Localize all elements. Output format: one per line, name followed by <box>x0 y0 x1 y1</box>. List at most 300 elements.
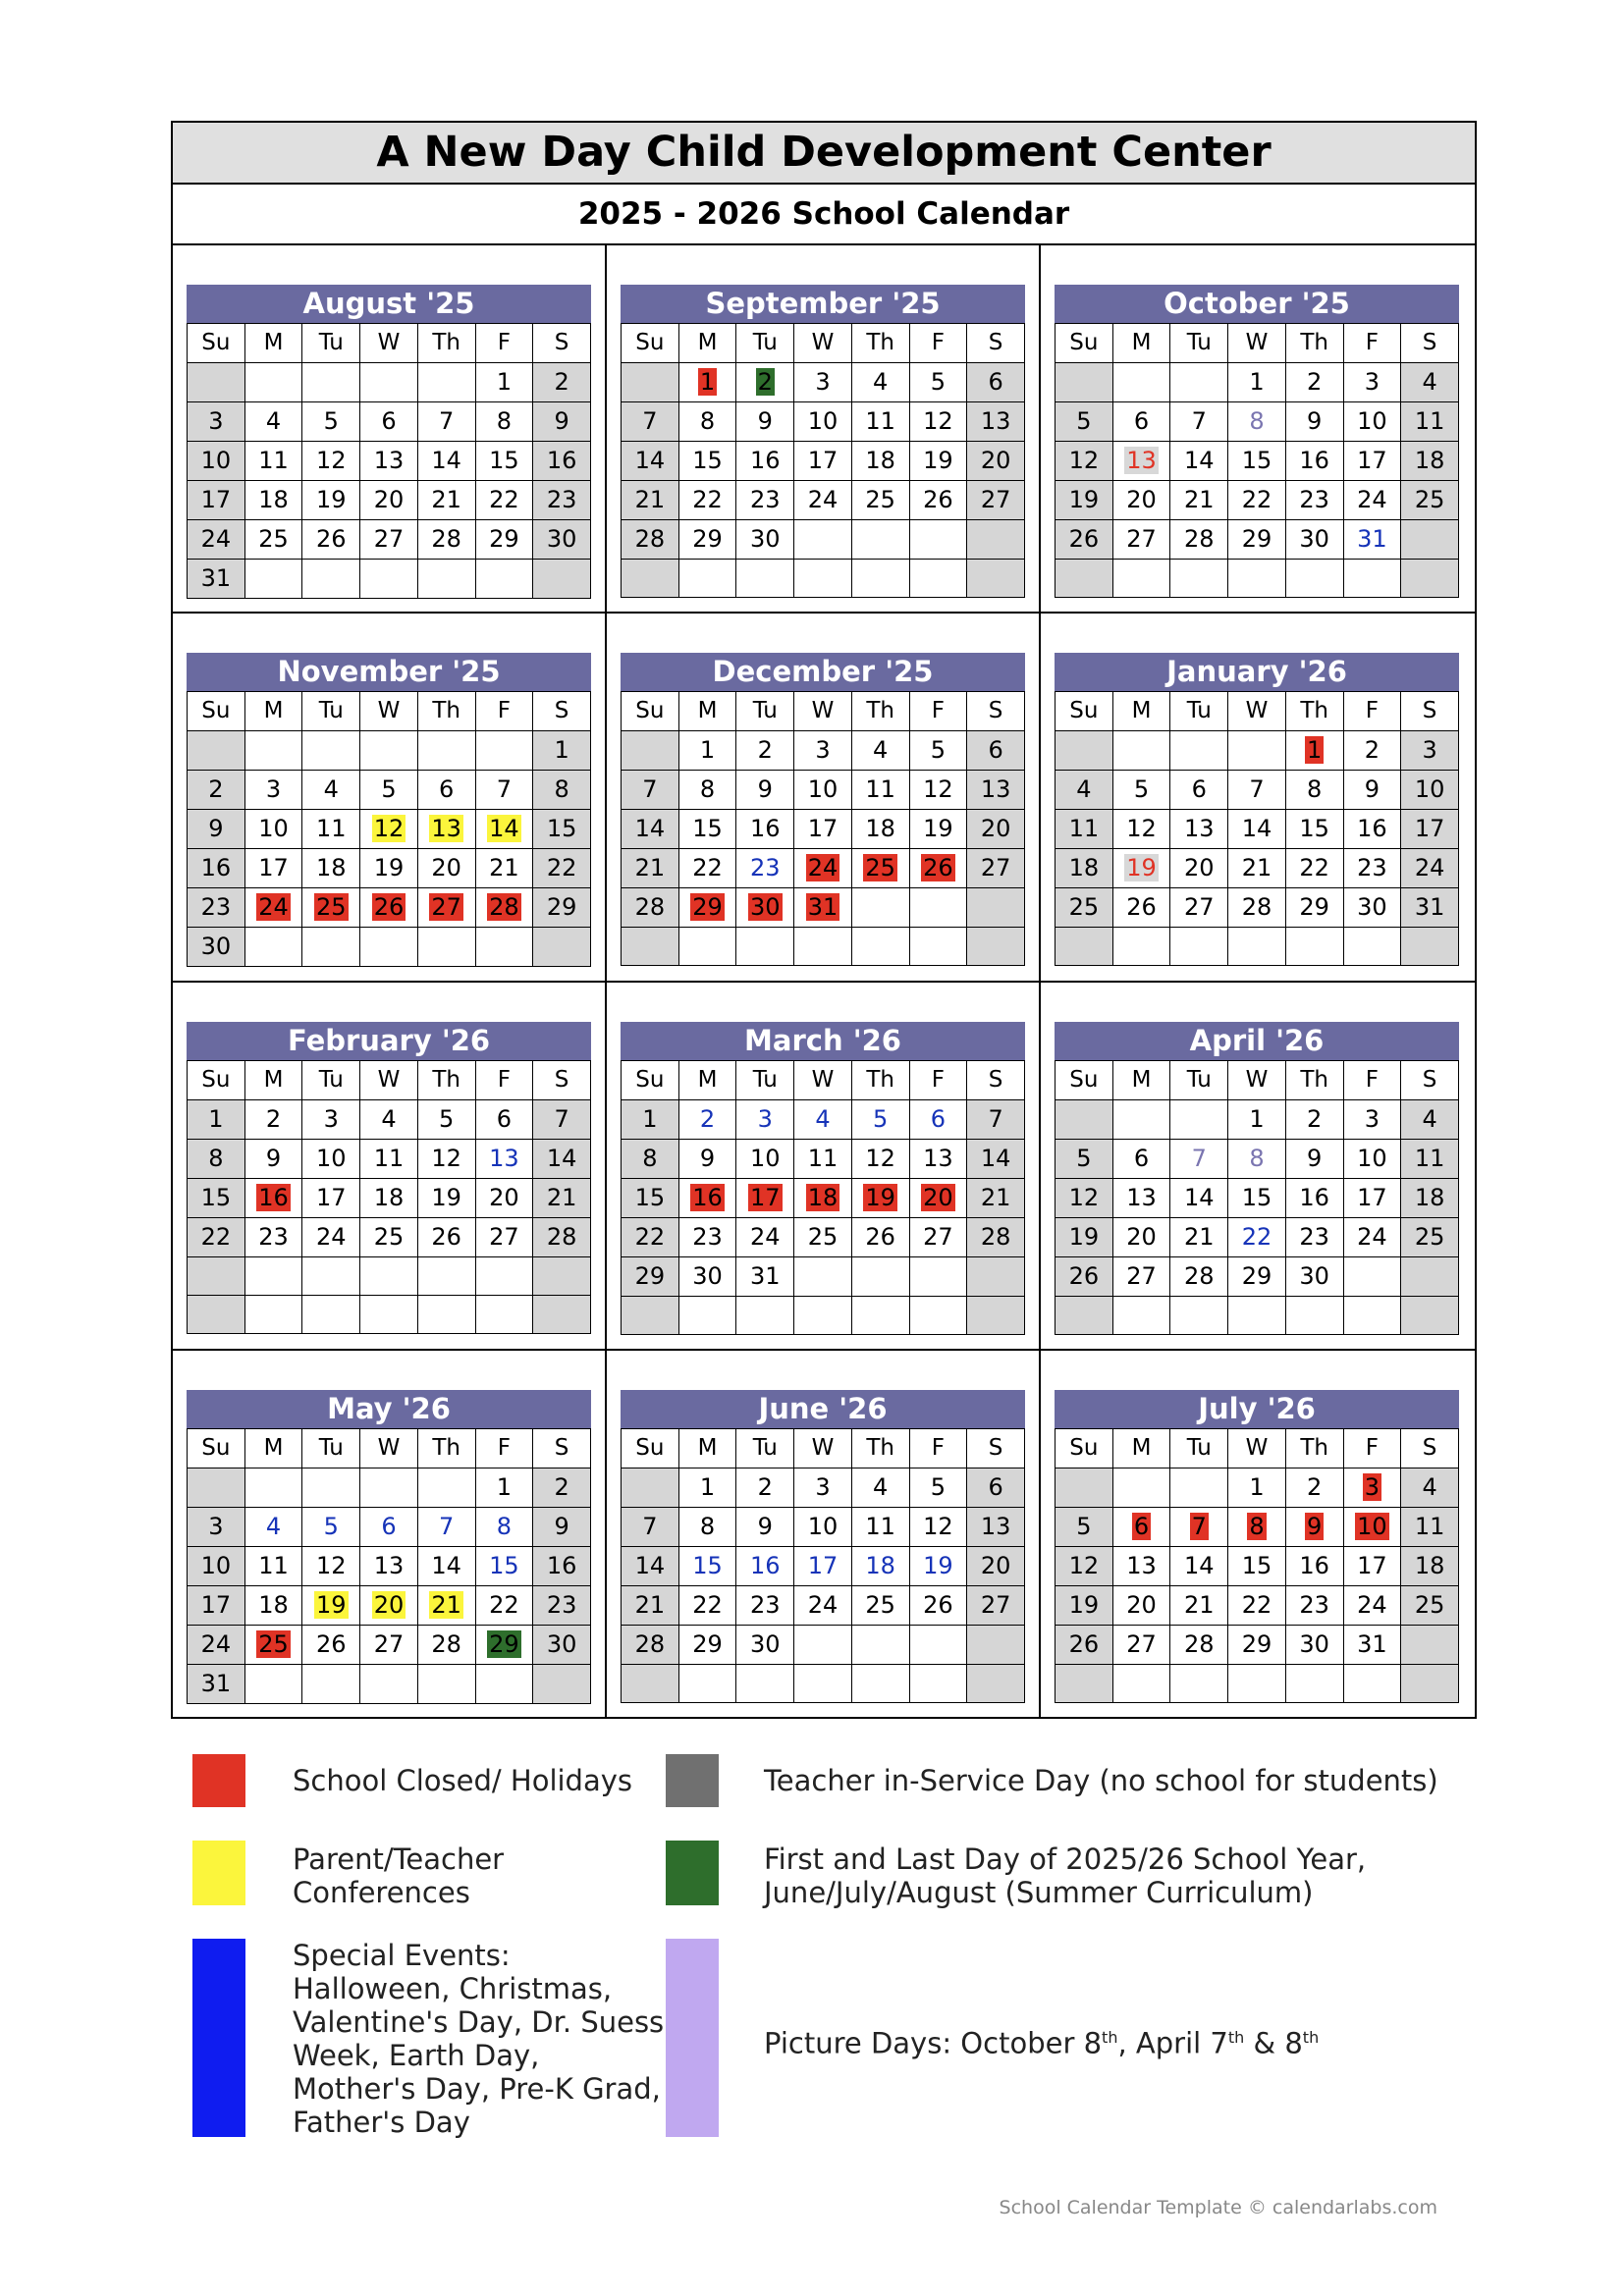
day-cell <box>1056 560 1113 598</box>
day-number: 11 <box>315 815 347 843</box>
day-number: 1 <box>1249 1104 1265 1133</box>
day-cell <box>794 888 852 928</box>
day-number: 25 <box>258 525 289 553</box>
day-cell <box>736 1664 794 1702</box>
month-cell <box>1041 614 1475 982</box>
day-number: 24 <box>315 1222 347 1251</box>
day-cell <box>1056 481 1113 520</box>
day-number: 21 <box>634 1590 666 1619</box>
weekday-header: S <box>1401 1060 1459 1099</box>
day-number: 19 <box>923 1551 953 1579</box>
day-cell <box>794 771 852 810</box>
day-cell <box>244 849 302 888</box>
day-cell <box>475 520 533 560</box>
day-cell <box>533 481 591 520</box>
day-number: 30 <box>692 1261 723 1290</box>
day-cell <box>302 520 360 560</box>
day-number: 24 <box>807 1590 839 1619</box>
day-number: 6 <box>1133 1512 1150 1540</box>
day-cell <box>302 1139 360 1178</box>
day-number: 18 <box>258 1590 289 1619</box>
day-cell <box>533 1256 591 1295</box>
day-number: 10 <box>807 775 839 804</box>
day-cell <box>678 1468 736 1507</box>
day-cell <box>533 1295 591 1333</box>
day-number: 4 <box>265 407 282 435</box>
day-number: 18 <box>315 854 347 882</box>
day-cell <box>1228 1507 1286 1546</box>
day-number: 14 <box>431 1551 461 1579</box>
weekday-header: S <box>533 324 591 363</box>
day-number: 29 <box>692 1629 723 1658</box>
day-cell <box>622 849 679 888</box>
day-cell <box>1285 481 1343 520</box>
day-cell <box>736 731 794 771</box>
day-number: 10 <box>807 1512 839 1540</box>
day-cell <box>851 520 909 560</box>
day-number: 11 <box>1414 407 1445 435</box>
day-cell <box>1401 731 1459 771</box>
day-cell <box>1170 520 1228 560</box>
day-cell <box>851 731 909 771</box>
day-number: 25 <box>1414 486 1445 513</box>
day-number: 17 <box>807 815 839 843</box>
day-cell <box>622 1256 679 1296</box>
day-number: 12 <box>1126 815 1157 843</box>
day-number: 5 <box>1076 1512 1092 1540</box>
day-number: 21 <box>431 486 461 513</box>
day-number: 23 <box>749 854 781 882</box>
day-cell <box>1228 1585 1286 1625</box>
month-table <box>187 1428 591 1704</box>
day-number: 23 <box>1299 1590 1329 1619</box>
weekday-header: Su <box>622 324 679 363</box>
day-cell <box>188 402 245 442</box>
day-cell <box>475 560 533 599</box>
day-number: 25 <box>865 854 895 882</box>
day-number: 6 <box>381 1512 397 1540</box>
day-cell <box>1285 849 1343 888</box>
day-number: 24 <box>807 486 839 513</box>
day-cell <box>360 1256 418 1295</box>
day-number: 12 <box>923 775 953 804</box>
day-number: 17 <box>258 854 289 882</box>
day-number: 7 <box>1249 775 1265 804</box>
day-cell <box>1170 1217 1228 1256</box>
day-cell <box>188 481 245 520</box>
day-number: 1 <box>208 1104 224 1133</box>
day-cell <box>1343 1585 1401 1625</box>
day-cell <box>1401 560 1459 598</box>
day-cell <box>794 928 852 966</box>
weekday-header: W <box>794 1060 852 1099</box>
day-cell <box>1285 1507 1343 1546</box>
weekday-header: Su <box>622 692 679 731</box>
day-cell <box>1170 810 1228 849</box>
day-number: 27 <box>431 893 461 922</box>
weekday-header: Su <box>188 324 245 363</box>
day-number: 6 <box>1191 775 1207 804</box>
day-cell <box>1285 402 1343 442</box>
day-cell <box>302 888 360 928</box>
day-cell <box>736 1256 794 1296</box>
day-cell <box>794 849 852 888</box>
month-calendar <box>621 653 1025 966</box>
day-cell <box>360 810 418 849</box>
day-number: 16 <box>258 1183 289 1211</box>
day-number: 7 <box>1191 1512 1207 1540</box>
day-cell <box>1343 442 1401 481</box>
day-cell <box>736 1139 794 1178</box>
weekday-header: Su <box>1056 324 1113 363</box>
day-number: 31 <box>1357 525 1387 553</box>
day-cell <box>302 481 360 520</box>
day-cell <box>851 1546 909 1585</box>
day-number: 29 <box>634 1261 666 1290</box>
day-cell <box>794 1178 852 1217</box>
day-number: 11 <box>1414 1144 1445 1172</box>
day-cell <box>188 1256 245 1295</box>
day-number: 15 <box>489 1551 519 1579</box>
day-cell <box>1112 1625 1170 1664</box>
day-cell <box>1343 1546 1401 1585</box>
day-cell <box>1170 442 1228 481</box>
day-cell <box>533 1217 591 1256</box>
weekday-header: Su <box>188 1428 245 1468</box>
day-cell <box>967 849 1025 888</box>
day-number: 23 <box>749 486 781 513</box>
day-cell <box>909 1507 967 1546</box>
day-cell <box>475 481 533 520</box>
day-number: 2 <box>554 368 569 396</box>
day-number: 10 <box>1357 1144 1387 1172</box>
day-cell <box>244 1546 302 1585</box>
day-cell <box>302 1507 360 1546</box>
day-cell <box>909 1256 967 1296</box>
day-cell <box>851 1178 909 1217</box>
day-cell <box>244 1099 302 1139</box>
day-cell <box>360 888 418 928</box>
day-cell <box>533 1178 591 1217</box>
day-cell <box>360 1468 418 1507</box>
day-cell <box>1170 560 1228 598</box>
day-cell <box>851 849 909 888</box>
day-cell <box>1112 1139 1170 1178</box>
weekday-header: Th <box>1285 1428 1343 1468</box>
day-cell <box>967 1217 1025 1256</box>
day-cell <box>1343 1139 1401 1178</box>
day-cell <box>1343 481 1401 520</box>
day-cell <box>1112 928 1170 966</box>
day-number: 28 <box>431 1629 461 1658</box>
page-title: A New Day Child Development Center <box>173 123 1475 185</box>
day-cell <box>360 1507 418 1546</box>
day-cell <box>1056 1099 1113 1139</box>
day-number: 9 <box>757 775 773 804</box>
day-cell <box>794 363 852 402</box>
day-cell <box>1228 1296 1286 1334</box>
day-cell <box>1228 771 1286 810</box>
day-number: 6 <box>988 736 1003 765</box>
month-calendar <box>1055 1390 1459 1703</box>
day-cell <box>1343 1507 1401 1546</box>
day-cell <box>360 849 418 888</box>
day-number: 22 <box>634 1222 666 1251</box>
day-cell <box>967 1178 1025 1217</box>
day-cell <box>533 928 591 967</box>
day-number: 13 <box>489 1144 519 1172</box>
day-cell <box>475 928 533 967</box>
day-number: 3 <box>1364 368 1380 396</box>
day-cell <box>1401 810 1459 849</box>
day-number: 4 <box>265 1512 282 1540</box>
day-cell <box>475 1507 533 1546</box>
weekday-header: M <box>678 324 736 363</box>
day-number: 17 <box>1414 815 1445 843</box>
day-cell <box>967 1625 1025 1664</box>
day-cell <box>1056 1178 1113 1217</box>
day-number: 16 <box>749 815 781 843</box>
weekday-header: F <box>909 324 967 363</box>
weekday-header: Tu <box>302 692 360 731</box>
day-cell <box>302 442 360 481</box>
day-number: 26 <box>431 1222 461 1251</box>
day-cell <box>1112 1546 1170 1585</box>
day-cell <box>736 1468 794 1507</box>
day-number: 9 <box>757 407 773 435</box>
day-number: 25 <box>1414 1222 1445 1251</box>
day-number: 27 <box>980 486 1011 513</box>
day-cell <box>244 1295 302 1333</box>
day-cell <box>1285 560 1343 598</box>
day-cell <box>188 520 245 560</box>
day-cell <box>244 1468 302 1507</box>
day-cell <box>622 402 679 442</box>
day-cell <box>794 810 852 849</box>
day-cell <box>417 402 475 442</box>
day-number: 30 <box>546 1629 577 1658</box>
day-number: 5 <box>1133 775 1150 804</box>
day-number: 22 <box>1241 486 1272 513</box>
day-number: 6 <box>381 407 397 435</box>
day-number: 24 <box>749 1222 781 1251</box>
day-number: 13 <box>1183 815 1215 843</box>
day-number: 5 <box>323 1512 339 1540</box>
day-number: 14 <box>634 447 666 474</box>
day-cell <box>622 1178 679 1217</box>
day-number: 30 <box>749 525 781 553</box>
day-number: 28 <box>1241 893 1272 922</box>
weekday-header: F <box>1343 324 1401 363</box>
day-cell <box>736 888 794 928</box>
day-cell <box>967 560 1025 598</box>
day-cell <box>794 1139 852 1178</box>
day-number: 13 <box>923 1144 953 1172</box>
weekday-header: S <box>533 692 591 731</box>
day-number: 31 <box>749 1261 781 1290</box>
day-cell <box>1401 402 1459 442</box>
day-number: 15 <box>1241 1551 1272 1579</box>
day-cell <box>1343 520 1401 560</box>
day-cell <box>909 1139 967 1178</box>
day-number: 2 <box>1307 1472 1323 1501</box>
day-number: 8 <box>1307 775 1323 804</box>
day-cell <box>794 1217 852 1256</box>
day-number: 1 <box>642 1104 658 1133</box>
day-cell <box>622 1099 679 1139</box>
day-number: 8 <box>1249 1512 1265 1540</box>
day-cell <box>188 1507 245 1546</box>
day-number: 17 <box>749 1183 781 1211</box>
day-cell <box>533 1139 591 1178</box>
month-calendar <box>621 285 1025 598</box>
day-number: 8 <box>699 775 716 804</box>
day-number: 19 <box>315 486 347 513</box>
day-cell <box>736 1625 794 1664</box>
day-cell <box>533 363 591 402</box>
month-table <box>187 1060 591 1334</box>
weekday-header: Th <box>851 1060 909 1099</box>
day-cell <box>1343 1296 1401 1334</box>
day-cell <box>851 1585 909 1625</box>
weekday-header: F <box>909 692 967 731</box>
day-cell <box>909 1625 967 1664</box>
month-cell <box>173 983 607 1351</box>
day-cell <box>1056 731 1113 771</box>
legend-swatch-picture <box>666 1939 719 2137</box>
day-number: 23 <box>1299 486 1329 513</box>
day-number: 17 <box>807 1551 839 1579</box>
day-cell <box>1228 888 1286 928</box>
day-cell <box>360 1178 418 1217</box>
month-header: October '25 <box>1055 285 1459 323</box>
day-cell <box>533 1664 591 1703</box>
day-number: 9 <box>265 1144 282 1172</box>
day-number: 26 <box>923 854 953 882</box>
day-number: 26 <box>1068 1261 1100 1290</box>
day-cell <box>622 928 679 966</box>
day-cell <box>851 1256 909 1296</box>
day-cell <box>417 1178 475 1217</box>
day-cell <box>1343 1178 1401 1217</box>
day-number: 16 <box>1357 815 1387 843</box>
day-cell <box>475 1585 533 1625</box>
day-cell <box>1285 363 1343 402</box>
day-number: 1 <box>699 736 716 765</box>
legend <box>192 1742 1469 2155</box>
day-cell <box>794 1507 852 1546</box>
day-cell <box>1401 1546 1459 1585</box>
day-number: 10 <box>258 815 289 843</box>
day-number: 7 <box>642 407 658 435</box>
day-number: 26 <box>923 1590 953 1619</box>
day-cell <box>1112 1217 1170 1256</box>
day-number: 14 <box>431 447 461 474</box>
day-cell <box>1401 481 1459 520</box>
day-cell <box>475 442 533 481</box>
day-number: 5 <box>1076 407 1092 435</box>
day-number: 27 <box>1126 1629 1157 1658</box>
day-cell <box>909 442 967 481</box>
day-cell <box>794 520 852 560</box>
day-cell <box>475 1139 533 1178</box>
weekday-header: Su <box>622 1060 679 1099</box>
day-number: 23 <box>258 1222 289 1251</box>
day-number: 13 <box>980 1512 1011 1540</box>
day-cell <box>417 481 475 520</box>
day-cell <box>622 731 679 771</box>
weekday-header: F <box>475 324 533 363</box>
weekday-header: Th <box>1285 1060 1343 1099</box>
weekday-header: M <box>244 324 302 363</box>
day-cell <box>1056 888 1113 928</box>
day-cell <box>417 1139 475 1178</box>
weekday-header: Th <box>417 324 475 363</box>
month-cell <box>173 1351 607 1719</box>
day-cell <box>622 810 679 849</box>
month-calendar <box>1055 1022 1459 1335</box>
weekday-header: M <box>1112 692 1170 731</box>
day-cell <box>736 481 794 520</box>
day-cell <box>244 731 302 771</box>
day-number: 9 <box>1364 775 1380 804</box>
day-cell <box>1056 1546 1113 1585</box>
day-number: 28 <box>546 1222 577 1251</box>
day-number: 8 <box>554 775 569 804</box>
legend-label-inservice: Teacher in-Service Day (no school for students) <box>764 1764 1438 1797</box>
day-number: 6 <box>988 1472 1003 1501</box>
day-number: 12 <box>431 1144 461 1172</box>
weekday-header: S <box>533 1060 591 1099</box>
day-number: 12 <box>315 447 347 474</box>
day-cell <box>622 1139 679 1178</box>
day-cell <box>622 442 679 481</box>
day-cell <box>909 849 967 888</box>
day-cell <box>417 1099 475 1139</box>
day-cell <box>1170 771 1228 810</box>
day-number: 4 <box>1422 1472 1437 1501</box>
month-table <box>1055 1428 1459 1703</box>
day-number: 19 <box>373 854 405 882</box>
day-cell <box>1228 1099 1286 1139</box>
day-number: 12 <box>923 1512 953 1540</box>
day-cell <box>244 888 302 928</box>
day-cell <box>1228 1256 1286 1296</box>
day-cell <box>475 1256 533 1295</box>
day-number: 24 <box>200 525 232 553</box>
day-number: 6 <box>1133 407 1150 435</box>
day-number: 4 <box>1076 775 1092 804</box>
day-cell <box>736 1217 794 1256</box>
day-cell <box>967 442 1025 481</box>
day-cell <box>736 363 794 402</box>
day-number: 23 <box>692 1222 723 1251</box>
day-number: 9 <box>757 1512 773 1540</box>
month-table <box>1055 323 1459 598</box>
weekday-header: F <box>1343 1060 1401 1099</box>
day-cell <box>360 1625 418 1664</box>
day-cell <box>533 849 591 888</box>
day-cell <box>678 442 736 481</box>
day-number: 25 <box>807 1222 839 1251</box>
day-number: 23 <box>200 893 232 922</box>
day-number: 28 <box>1183 1261 1215 1290</box>
day-number: 28 <box>634 525 666 553</box>
day-cell <box>909 1664 967 1702</box>
day-number: 15 <box>489 447 519 474</box>
day-cell <box>533 1099 591 1139</box>
day-number: 4 <box>873 736 889 765</box>
